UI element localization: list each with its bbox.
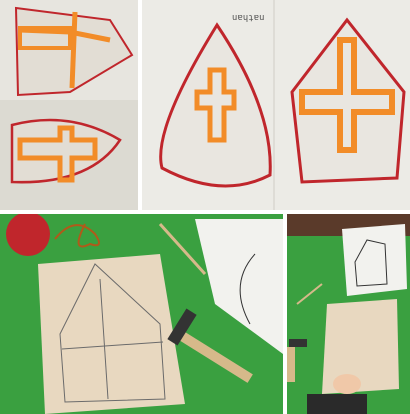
mitres-finished-illustration xyxy=(142,0,410,210)
photo-mitres-finished xyxy=(142,0,410,210)
mitre-drafts-illustration xyxy=(0,0,138,210)
photo-mitre-drafts xyxy=(0,0,138,210)
kid-nailing-illustration xyxy=(287,214,410,414)
handwritten-name: nathan xyxy=(232,12,265,22)
photo-pattern-board xyxy=(0,214,283,414)
photo-kid-nailing xyxy=(287,214,410,414)
pattern-board-illustration xyxy=(0,214,283,414)
